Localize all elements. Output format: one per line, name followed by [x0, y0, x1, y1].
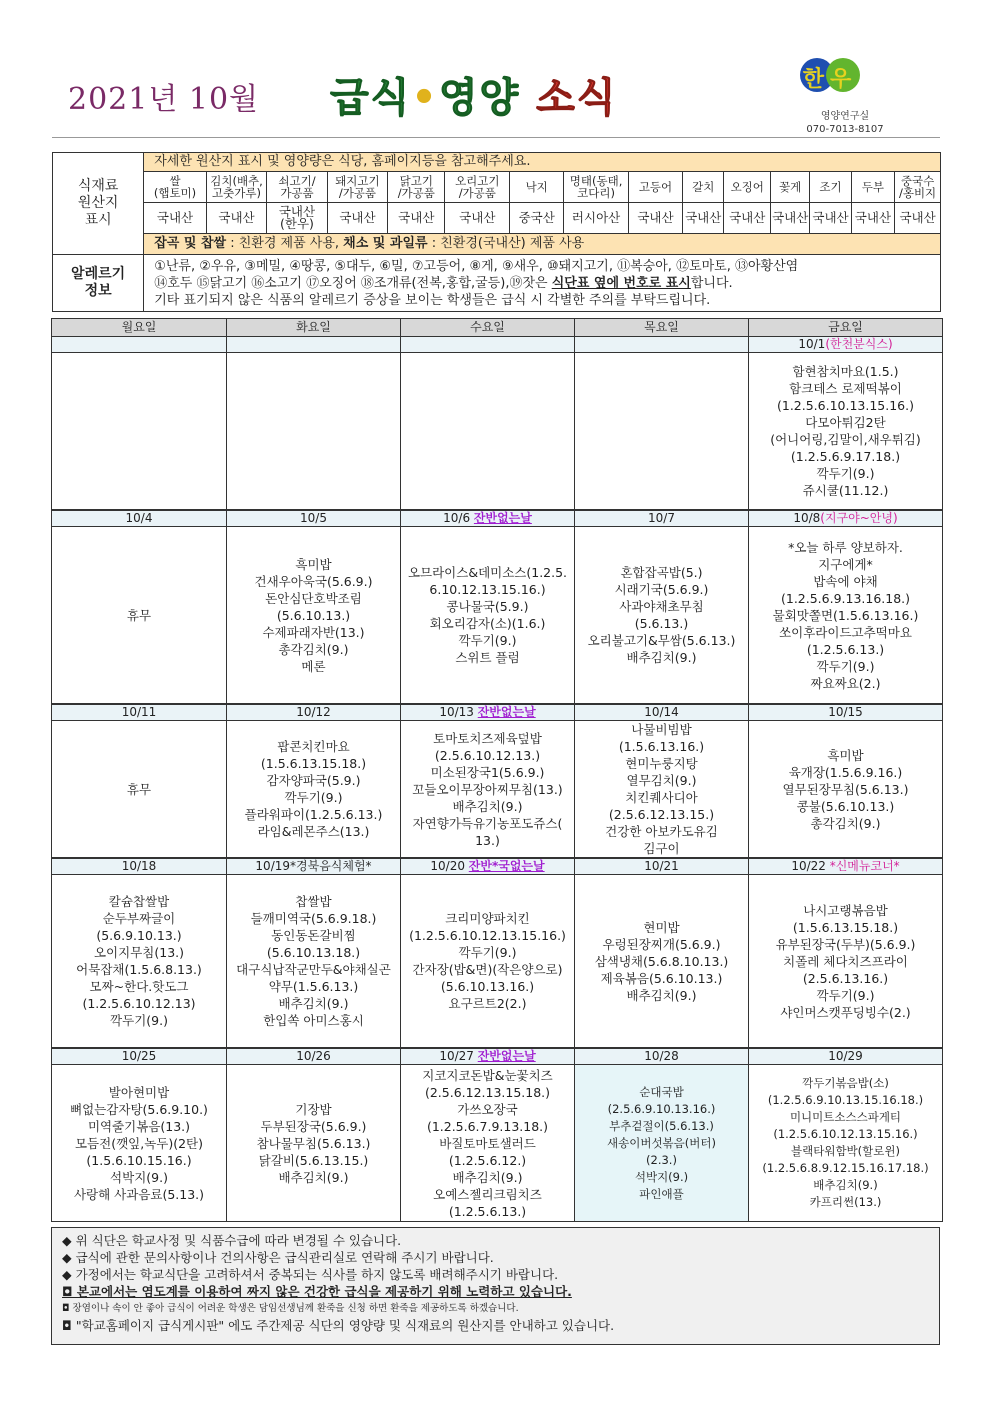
allergy-line-2a: ⑭호두 ⑮닭고기 ⑯소고기 ⑰오징어 ⑱조개류(전복,홍합,굴등),⑲잣은 — [154, 275, 552, 291]
menu-cell: 팝콘치킨마요 (1.5.6.13.15.18.) 감자양파국(5.9.) 깍두기(9.) 플라워파이(1.2.5.6.13.) 라임&레몬주스(13.) — [227, 721, 401, 859]
note-line: ◘ "학교홈페이지 급식게시판" 에도 주간제공 식단의 영양량 및 식재료의 원산지를 안내하고 있습니다. — [62, 1318, 615, 1333]
menu-date — [575, 704, 749, 721]
menu-date — [52, 704, 227, 721]
note-line: ◆ 급식에 관한 문의사항이나 건의사항은 급식관리실로 연락해 주시기 바랍니다. — [62, 1250, 494, 1265]
origin-country: 국내산 — [388, 203, 445, 234]
day-header: 수요일 — [401, 319, 575, 337]
day-header: 화요일 — [227, 319, 401, 337]
menu-cell — [575, 353, 749, 511]
menu-cell: 오므라이스&데미소스(1.2.5. 6.10.12.13.15.16.) 콩나물국(5.9.) 회오리감자(소)(1.6.) 깍두기(9.) 스위트 플럼 — [401, 527, 575, 705]
origin-item: 쌀 (햅토미) — [144, 172, 207, 203]
menu-date — [575, 1048, 749, 1065]
menu-date — [575, 337, 749, 353]
menu-cell: 흑미밥 건새우아욱국(5.6.9.) 돈안심단호박조림 (5.6.10.13.) 수제파래자반(13.) 총각김치(9.) 메론 — [227, 527, 401, 705]
menu-cell: 토마토치즈제육덮밥 (2.5.6.10.12.13.) 미소된장국1(5.6.9.) 꼬들오이무장아찌무침(13.) 배추김치(9.) 자연향가득유기농포도쥬스( 13.) — [401, 721, 575, 859]
date-text: 10/5 — [300, 511, 327, 525]
origin-country: 국내산 — [895, 203, 941, 234]
menu-date — [52, 858, 227, 875]
title-part-b: 영양 — [438, 75, 521, 121]
school-logo — [800, 58, 860, 98]
origin-allergy-table — [52, 152, 941, 312]
menu-cell: 흑미밥 육개장(1.5.6.9.16.) 열무된장무침(5.6.13.) 콩불(5.6.10.13.) 총각김치(9.) — [749, 721, 943, 859]
note-line: ◆ 위 식단은 학교사정 및 식품수급에 따라 변경될 수 있습니다. — [62, 1233, 402, 1248]
veg-label: 채소 및 과일류 — [343, 236, 428, 251]
origin-country: 국내산 — [724, 203, 771, 234]
menu-date — [227, 510, 401, 527]
menu-date — [749, 704, 943, 721]
origin-item: 고등어 — [628, 172, 682, 203]
notes-box — [51, 1227, 940, 1345]
date-note: 잔반없는날 — [473, 511, 532, 525]
day-header: 월요일 — [52, 319, 227, 337]
day-header: 목요일 — [575, 319, 749, 337]
date-text: 10/21 — [644, 859, 679, 873]
origin-item: 중국수 /홍비지 — [895, 172, 941, 203]
menu-date — [749, 858, 943, 875]
menu-date — [227, 1048, 401, 1065]
newsletter-date: 2021년 10월 — [68, 82, 260, 117]
note-line: ◆ 가정에서는 학교식단을 고려하셔서 중복되는 식사를 하지 않도록 배려해주시기 바랍니다. — [62, 1267, 559, 1282]
grain-desc: : 친환경 제품 사용, — [226, 236, 344, 251]
date-text: 10/1 — [798, 337, 826, 351]
origin-country: 러시아산 — [564, 203, 629, 234]
menu-date — [401, 1048, 575, 1065]
title-part-c: 소식 — [536, 75, 618, 121]
date-text: 10/8 — [793, 511, 821, 525]
menu-cell: 칼슘찹쌀밥 순두부짜글이 (5.6.9.10.13.) 오이지무침(13.) 어묵잡채(1.5.6.8.13.) 모짜~한다.핫도그 (1.2.5.6.10.12.13) 깍두기(9.) — [52, 875, 227, 1049]
origin-row-label: 식재료 원산지 표시 — [53, 153, 144, 255]
menu-date — [52, 1048, 227, 1065]
origin-item: 조기 — [810, 172, 851, 203]
date-text: 10/11 — [121, 705, 157, 719]
grain-label: 잡곡 및 찹쌀 — [154, 236, 227, 251]
menu-date — [749, 510, 943, 527]
menu-cell: 혼합잡곡밥(5.) 시래기국(5.6.9.) 사과야채초무침 (5.6.13.) 오리불고기&무쌈(5.6.13.) 배추김치(9.) — [575, 527, 749, 705]
origin-country: 국내산 — [144, 203, 207, 234]
date-text: 10/15 — [828, 705, 863, 719]
date-text: 10/27 — [439, 1049, 478, 1063]
menu-date — [749, 337, 943, 353]
menu-cell: 기장밥 두부된장국(5.6.9.) 참나물무침(5.6.13.) 닭갈비(5.6.13.15.) 배추김치(9.) — [227, 1065, 401, 1222]
date-text: 10/4 — [125, 511, 153, 525]
date-text: 10/6 — [443, 511, 474, 525]
menu-date — [401, 337, 575, 353]
menu-cell: 깍두기볶음밥(소) (1.2.5.6.9.10.13.15.16.18.) 미니미트소스스파게티 (1.2.5.6.10.12.13.15.16.) 블랙타워함박(할로윈) (1.2.5.6.8.9.12.15.16.17.18.) 배추김치(9.) 카프리썬(13.) — [749, 1065, 943, 1222]
date-note: 잔반없는날 — [477, 1049, 536, 1063]
date-note: (한천분식스) — [825, 337, 893, 351]
menu-date — [575, 510, 749, 527]
menu-date — [52, 337, 227, 353]
menu-cell: 순대국밥 (2.5.6.9.10.13.16.) 부추겉절이(5.6.13.) 새송이버섯볶음(버터) (2.3.) 석박지(9.) 파인애플 — [575, 1065, 749, 1222]
origin-country: 국내산 — [683, 203, 724, 234]
menu-cell — [227, 353, 401, 511]
menu-cell — [52, 353, 227, 511]
date-text: 10/25 — [121, 1049, 157, 1063]
date-text: 10/20 — [430, 859, 469, 873]
origin-country: 국내산 (한우) — [267, 203, 327, 234]
menu-cell: 함현참치마요(1.5.) 함크테스 로제떡볶이 (1.2.5.6.10.13.15.16.) 다모아튀김2탄 (어니어링,김말이,새우튀김) (1.2.5.6.9.17.18.) 깍두기(9.) 쥬시쿨(11.12.) — [749, 353, 943, 511]
origin-country: 국내산 — [206, 203, 266, 234]
menu-cell: 찹쌀밥 들깨미역국(5.6.9.18.) 동인동돈갈비찜 (5.6.10.13.18.) 대구식납작군만두&야채실곤 약무(1.5.6.13.) 배추김치(9.) 한입쏙 아미스홍시 — [227, 875, 401, 1049]
menu-cell: 발아현미밥 뼈없는감자탕(5.6.9.10.) 미역줄기볶음(13.) 모듬전(깻잎,녹두)(2탄) (1.5.6.10.15.16.) 석박지(9.) 사랑해 사과음료(5.13.) — [52, 1065, 227, 1222]
lab-contact — [800, 110, 890, 136]
date-text: 10/14 — [644, 705, 679, 719]
origin-item: 명태(동태, 코다리) — [564, 172, 629, 203]
origin-item: 오리고기 /가공품 — [445, 172, 510, 203]
origin-item: 꽃게 — [771, 172, 810, 203]
date-text: 10/18 — [121, 859, 157, 873]
newsletter-title — [330, 66, 617, 123]
menu-cell: 크리미양파치킨 (1.2.5.6.10.12.13.15.16.) 깍두기(9.) 간자장(밥&면)(작은양으로) (5.6.10.13.16.) 요구르트2(2.) — [401, 875, 575, 1049]
allergy-line-2b: 식단표 옆에 번호로 표시 — [551, 275, 691, 291]
menu-date — [575, 858, 749, 875]
menu-cell: *오늘 하루 양보하자. 지구에게* 밥속에 야채 (1.2.5.6.9.13.16.18.) 물회맛쫄면(1.5.6.13.16.) 쏘이후라이드고추떡마요 (1.2.5.6.13.) 깍두기(9.) 짜요짜요(2.) — [749, 527, 943, 705]
date-text: 10/26 — [296, 1049, 331, 1063]
menu-date — [227, 337, 401, 353]
origin-country: 국내산 — [445, 203, 510, 234]
origin-notice: 자세한 원산지 표시 및 영양량은 식당, 홈페이지등을 참고해주세요. — [144, 153, 941, 172]
origin-country: 국내산 — [771, 203, 810, 234]
date-text: 10/13 — [439, 705, 478, 719]
lab-phone: 070-7013-8107 — [806, 124, 884, 135]
origin-country: 중국산 — [510, 203, 564, 234]
date-text: 10/29 — [828, 1049, 863, 1063]
menu-cell: 나시고랭볶음밥 (1.5.6.13.15.18.) 유부된장국(두부)(5.6.9.) 치폴레 체다치즈프라이 (2.5.6.13.16.) 깍두기(9.) 샤인머스캣푸딩빙수(2.) — [749, 875, 943, 1049]
date-text: 10/19*경북음식체험* — [255, 859, 372, 873]
date-text: 10/28 — [644, 1049, 679, 1063]
menu-date — [401, 858, 575, 875]
allergy-row-label: 알레르기 정보 — [53, 255, 144, 312]
date-note: (지구야~안녕) — [820, 511, 898, 525]
menu-date — [749, 1048, 943, 1065]
origin-item: 닭고기 /가공품 — [388, 172, 445, 203]
origin-country: 국내산 — [327, 203, 387, 234]
veg-desc: : 친환경(국내산) 제품 사용 — [427, 236, 585, 251]
origin-item: 오징어 — [724, 172, 771, 203]
menu-cell: 휴무 — [52, 527, 227, 705]
menu-cell — [401, 353, 575, 511]
menu-cell: 현미밥 우렁된장찌개(5.6.9.) 삼색냉채(5.6.8.10.13.) 제육볶음(5.6.10.13.) 배추김치(9.) — [575, 875, 749, 1049]
note-line: ◘ 장염이나 속이 안 좋아 급식이 어려운 학생은 담임선생님께 환죽을 신청 하면 환죽을 제공하도록 하겠습니다. — [62, 1303, 519, 1314]
note-line: ◘ 본교에서는 염도계를 이용하여 짜지 않은 건강한 급식을 제공하기 위해 노력하고 있습니다. — [62, 1284, 572, 1299]
menu-date — [401, 704, 575, 721]
origin-country: 국내산 — [628, 203, 682, 234]
origin-country: 국내산 — [810, 203, 851, 234]
menu-date — [52, 510, 227, 527]
logo-text: 한우 — [802, 67, 858, 92]
origin-item: 갈치 — [683, 172, 724, 203]
allergy-info — [144, 255, 941, 312]
day-header: 금요일 — [749, 319, 943, 337]
lab-name: 영양연구실 — [820, 111, 870, 122]
menu-cell: 휴무 — [52, 721, 227, 859]
menu-table — [51, 318, 943, 1222]
menu-cell: 나물비빔밥 (1.5.6.13.16.) 현미누룽지탕 열무김치(9.) 치킨퀘사디아 (2.5.6.12.13.15.) 건강한 아보카도유김 김구이 — [575, 721, 749, 859]
menu-date — [227, 704, 401, 721]
title-dot: • — [411, 75, 439, 121]
origin-item: 김치(배추, 고춧가루) — [206, 172, 266, 203]
menu-date — [227, 858, 401, 875]
date-note: 잔반*국없는날 — [468, 859, 545, 873]
origin-footer — [144, 234, 941, 255]
allergy-line-3: 기타 표기되지 않은 식품의 알레르기 증상을 보이는 학생들은 급식 시 각별한 주의를 부탁드립니다. — [154, 292, 711, 308]
date-note: *신메뉴코너* — [829, 859, 900, 873]
allergy-line-2c: 합니다. — [690, 275, 733, 291]
header-divider — [52, 137, 940, 138]
menu-date — [401, 510, 575, 527]
menu-cell: 지코지코돈밥&눈꽃치즈 (2.5.6.12.13.15.18.) 가쓰오장국 (1.2.5.6.7.9.13.18.) 바질토마토샐러드 (1.2.5.6.12.) 배추김치(9.) 오예스젤리크림치즈 (1.2.5.6.13.) — [401, 1065, 575, 1222]
date-text: 10/7 — [648, 511, 675, 525]
allergy-line-1: ①난류, ②우유, ③메밀, ④땅콩, ⑤대두, ⑥밀, ⑦고등어, ⑧게, ⑨새우, ⑩돼지고기, ⑪복숭아, ⑫토마토, ⑬아황산염 — [154, 258, 799, 274]
date-note: 잔반없는날 — [477, 705, 536, 719]
date-text: 10/22 — [791, 859, 830, 873]
date-text: 10/12 — [296, 705, 331, 719]
origin-item: 쇠고기/ 가공품 — [267, 172, 327, 203]
origin-item: 돼지고기 /가공품 — [327, 172, 387, 203]
origin-country: 국내산 — [851, 203, 894, 234]
origin-item: 두부 — [851, 172, 894, 203]
title-part-a: 급식 — [330, 75, 412, 121]
origin-item: 낙지 — [510, 172, 564, 203]
allergy-line-2 — [154, 275, 940, 292]
